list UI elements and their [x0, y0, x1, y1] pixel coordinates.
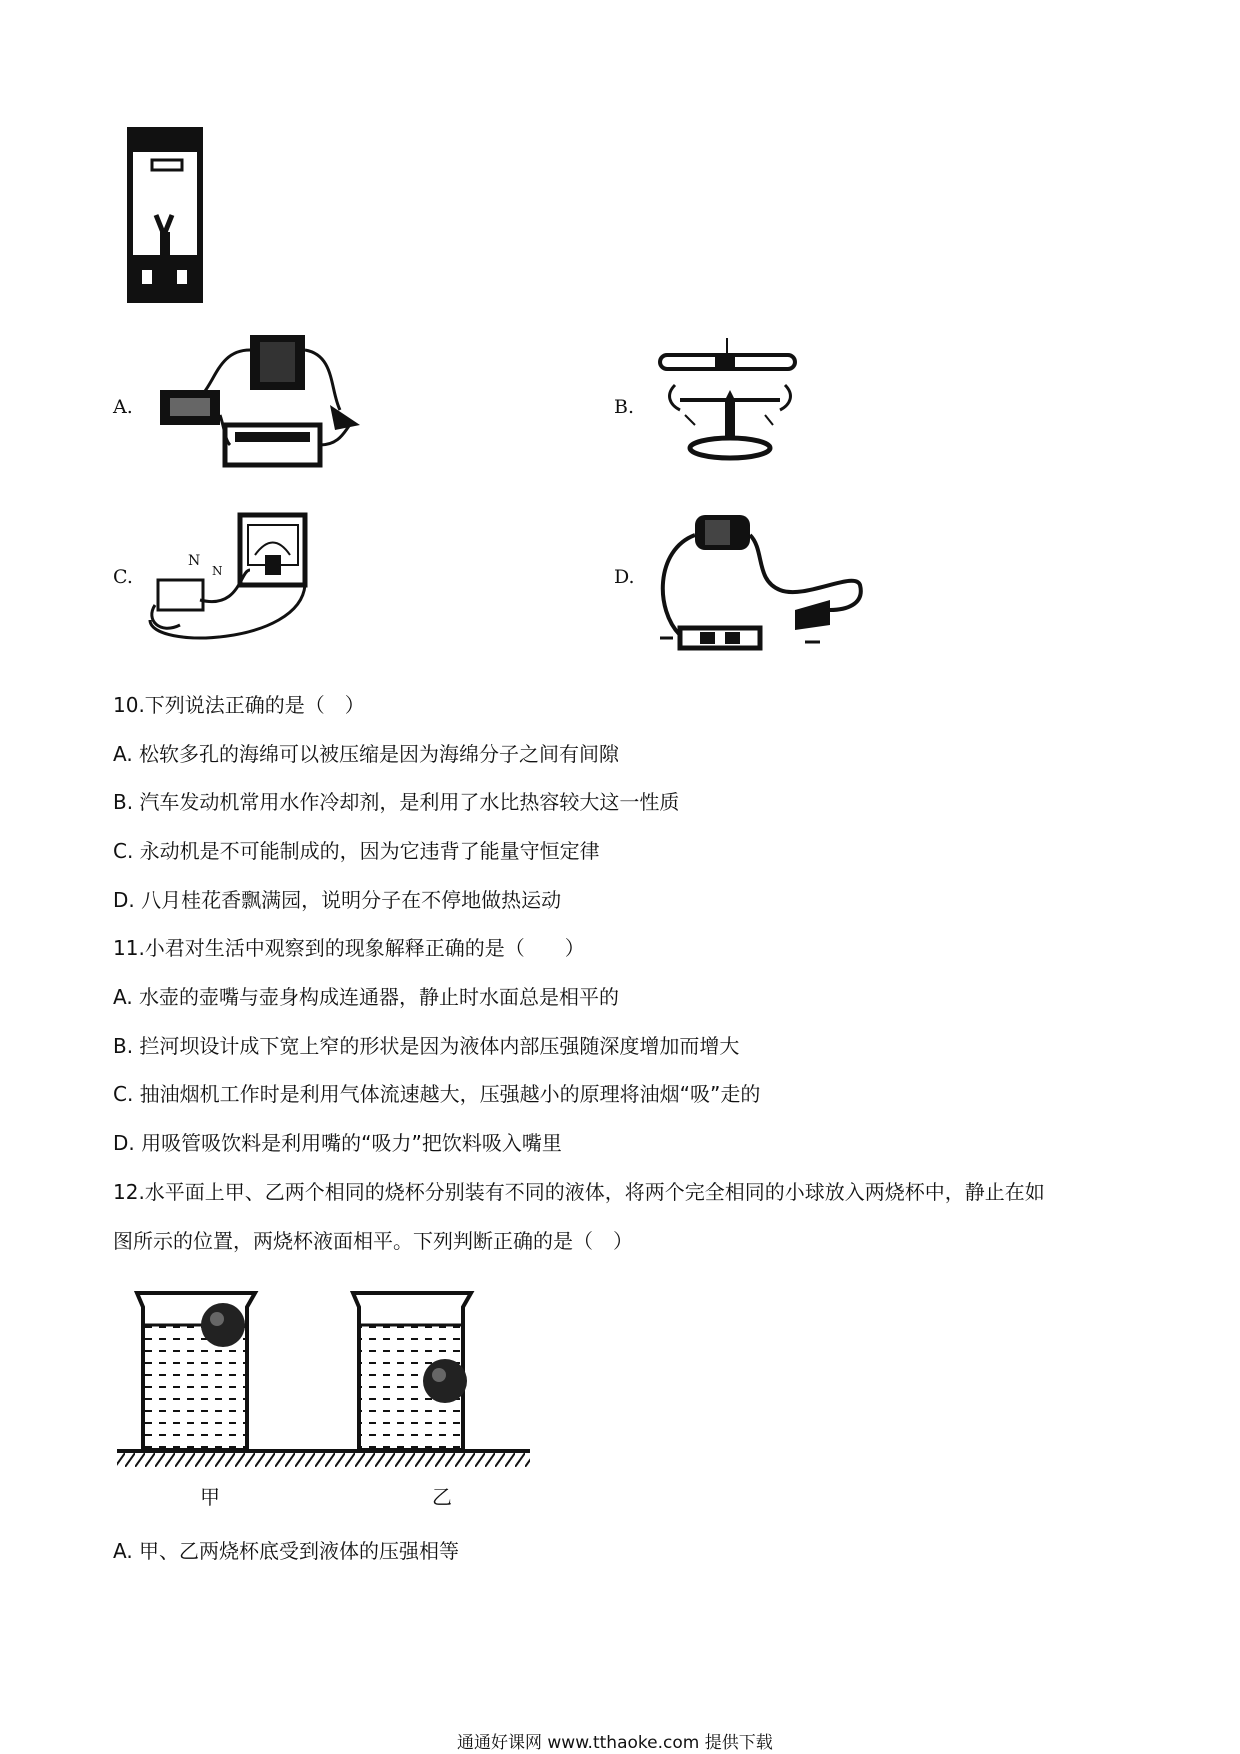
q11-option-b: B. 拦河坝设计成下宽上窄的形状是因为液体内部压强随深度增加而增大 — [113, 1034, 740, 1058]
option-d-label: D. — [614, 566, 635, 588]
q11-option-d: D. 用吸管吸饮料是利用嘴的“吸力”把饮料吸入嘴里 — [113, 1131, 562, 1155]
figure-beakers — [115, 1285, 535, 1515]
q11-option-c: C. 抽油烟机工作时是利用气体流速越大，压强越小的原理将油烟“吸”走的 — [113, 1082, 761, 1106]
option-c-label: C. — [113, 566, 133, 588]
q12-option-a: A. 甲、乙两烧杯底受到液体的压强相等 — [113, 1539, 460, 1563]
beaker-right-label: 乙 — [432, 1485, 452, 1509]
page-footer: 通通好课网 www.tthaoke.com 提供下载 — [457, 1733, 773, 1753]
beaker-left-label: 甲 — [200, 1485, 220, 1509]
q12-stem-line2: 图所示的位置，两烧杯液面相平。下列判断正确的是（ ） — [113, 1229, 633, 1253]
q10-option-c: C. 永动机是不可能制成的，因为它违背了能量守恒定律 — [113, 839, 600, 863]
q11-option-a: A. 水壶的壶嘴与壶身构成连通器，静止时水面总是相平的 — [113, 985, 620, 1009]
q11-stem: 11.小君对生活中观察到的现象解释正确的是（ ） — [113, 936, 585, 960]
option-b-label: B. — [614, 396, 635, 418]
figure-option-b — [655, 330, 805, 470]
q10-stem: 10.下列说法正确的是（ ） — [113, 693, 365, 717]
q10-option-b: B. 汽车发动机常用水作冷却剂，是利用了水比热容较大这一性质 — [113, 790, 680, 814]
svg-text:N: N — [212, 564, 223, 578]
figure-option-d — [655, 510, 870, 655]
option-a-label: A. — [113, 396, 133, 418]
q10-option-a: A. 松软多孔的海绵可以被压缩是因为海绵分子之间有间隙 — [113, 742, 620, 766]
figure-option-a — [155, 330, 370, 475]
q10-option-d: D. 八月桂花香飘满园，说明分子在不停地做热运动 — [113, 888, 562, 912]
figure-device-top — [122, 120, 212, 310]
svg-text:N: N — [188, 553, 201, 569]
figure-option-c — [140, 510, 315, 650]
q12-stem-line1: 12.水平面上甲、乙两个相同的烧杯分别装有不同的液体，将两个完全相同的小球放入两烧杯中，静止在如 — [113, 1180, 1045, 1204]
